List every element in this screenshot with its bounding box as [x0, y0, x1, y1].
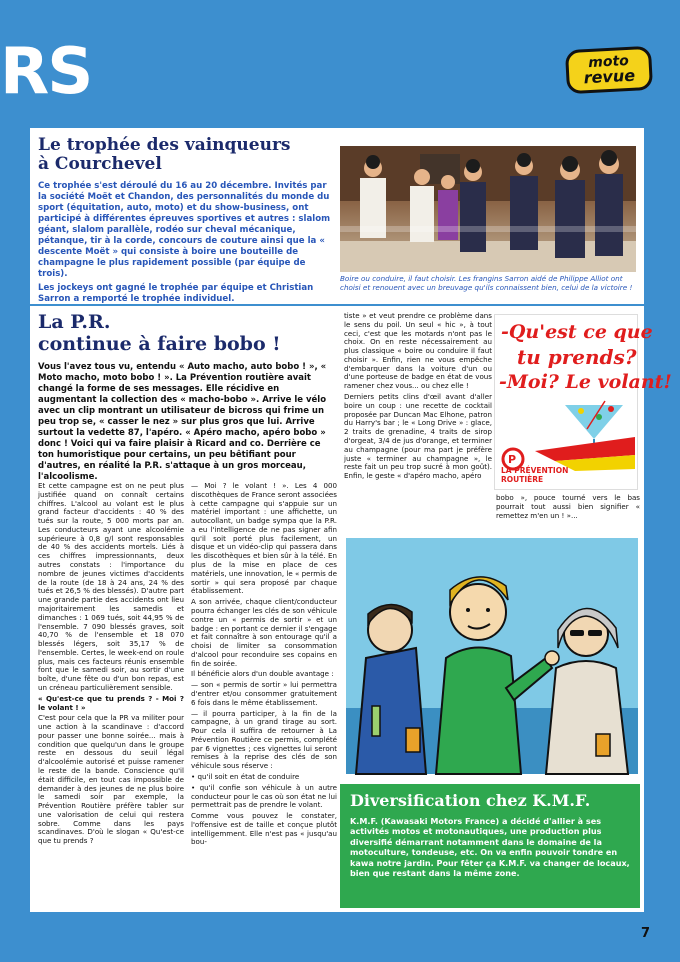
courchevel-title	[38, 136, 334, 173]
pr-title-line2: continue à faire bobo !	[38, 332, 281, 355]
courchevel-paragraph-1: Ce trophée s'est déroulé du 16 au 20 décembre. Invités par la société Moët et Chandon, des personnalités du monde du sport (équitation, auto, moto) et du show-business, ont participé à différentes épreuves sportives et autres : slalom géant, slalom parallèle, rodéo sur cheval mécanique, pétanque, tir à la corde, concours de couture ainsi que la « descente Moët » qui consiste à boire une bouteille de champagne le plus rapidement possible (par équipe de trois).	[38, 181, 331, 280]
pr-col2-paragraph-4: — son « permis de sortir » lui permettra d'entrer et/ou consommer gratuitement 6 fois dans le même établissement.	[191, 680, 337, 707]
pr-column-3	[344, 312, 492, 483]
pr-title	[38, 312, 281, 356]
pr-title-line1: La P.R.	[38, 311, 111, 333]
page-number: 7	[641, 926, 651, 941]
pr-col1-paragraph-1: Et cette campagne est on ne peut plus justifiée quand on connaît certains chiffres. L'alcool au volant est le plus grand facteur d'accidents : 40 % des tués sur la route, 5 000 morts par an. Les conducteurs ayant une alcoolémie supérieure à 0,8 g/l sont responsables de 40 % des accidents mortels. Liés à ces chiffres impressionnants, deux autres constats : l'importance du nombre de jeunes victimes d'accidents de la route (de 18 à 24 ans, 24 % des tués et 26,5 % des blessés). D'autre part une grande partie des accidents ont lieu majoritairement les samedis et dimanches : 1 069 tués, soit 44,95 % de l'ensemble. 7 090 blessés graves, soit 40,70 % de l'ensemble et 18 070 blessés légers, soit 35,17 % de l'ensemble. Certes, le week-end on roule plus, mais ces facteurs réunis ensemble font que le samedi soir, au sortir d'une boîte, d'une fête ou d'un bon repas, est un créneau particulièrement sensible.	[38, 481, 184, 692]
logo-line-revue: revue	[583, 65, 636, 88]
courchevel-article	[30, 128, 644, 304]
pr-col2-paragraph-3: Il bénéficie alors d'un double avantage :	[191, 669, 334, 679]
pr-col3-paragraph-2: Derniers petits clins d'œil avant d'aller boire un coup : une recette de cocktail proposée par Duncan Mac Elhone, patron du Harry's bar ; le « Long Drive » : glace, 2 traits de grenadine, 4 traits de sirop d'orgeat, 3/4 de jus d'orange, et terminer au champagne (pour ma part je préfère juste « terminer au champagne », le reste fait un peu trop sucré à mon goût). Enfin, le geste « d'apéro macho, apéro	[344, 392, 492, 481]
poster-brand	[501, 467, 568, 484]
pr-column-2	[191, 482, 337, 849]
pr-col1-paragraph-2: C'est pour cela que la PR va militer pour une action à la scandinave : d'accord pour passer une bonne soirée... mais à condition que quelqu'un dans le groupe reste en dessous du seuil légal d'alcoolémie autorisé et puisse ramener le reste de la bande. Conscience qu'il était difficile, en tout cas impossible de demander à des jeunes de ne plus boire le samedi soir par exemple, la Prévention Routière préfère tabler sur une valorisation de celui qui restera sobre. Comme dans les pays scandinaves. D'où le slogan « Qu'est-ce que tu prends ?	[38, 713, 184, 846]
courchevel-title-line2: à Courchevel	[38, 153, 162, 174]
kmf-title: Diversification chez K.M.F.	[350, 791, 591, 810]
pr-col2-paragraph-8: Comme vous pouvez le constater, l'offensive est de taille et conçue plutôt intelligemment. Elle n'est pas « jusqu'au bou-	[191, 811, 337, 847]
bar-scene-drawing	[346, 538, 638, 774]
comic-illustration	[346, 538, 638, 774]
pr-col2-paragraph-2: A son arrivée, chaque client/conducteur pourra échanger les clés de son véhicule contre un « permis de sortir » et un badge : en portant ce dernier il s'engage et fait connaître à son entourage qu'il a choisi de limiter sa consommation d'alcool pour reconduire ses copains en fin de soirée.	[191, 597, 337, 668]
sarron-brothers-photo	[340, 146, 636, 272]
pr-col2-paragraph-1: — Moi ? le volant ! ». Les 4 000 discothèques de France seront associées à cette campagne qui s'appuie sur un matériel important : une affichette, un autocollant, un badge sympa que la P.R. a eu l'intelligence de ne pas signer afin qu'il soit porté plus facilement, un disque et un vidéo-clip qui passera dans les discothèques et bien sûr à la télé. En plus de la mise en place de ces matériels, une innovation, le « permis de sortir » qui sera proposé par chaque établissement.	[191, 481, 337, 596]
poster-brand-line1: LA PRÉVENTION	[501, 466, 569, 475]
campaign-poster	[494, 314, 672, 490]
courchevel-text	[38, 136, 334, 308]
poster-line-3: -Moi? Le volant!	[499, 371, 672, 393]
moto-revue-logo	[565, 46, 653, 94]
pr-col2-paragraph-5: — il pourra participer, à la fin de la campagne, à un grand tirage au sort. Pour cela il suffira de retourner à La Prévention Routière ce permis, complété par 6 vignettes ; ces vignettes lui seront remises à la reprise des clés de son véhicule sous réserve :	[191, 708, 337, 771]
svg-text:P: P	[508, 453, 517, 466]
pr-col2-paragraph-7: • qu'il confie son véhicule à un autre conducteur pour le cas où son état ne lui permettrait pas de prendre le volant.	[191, 782, 337, 810]
kmf-body: K.M.F. (Kawasaki Motors France) a décidé d'allier à ses activités motos et motonautiques, une production plus diversifié démarrant notamment dans le domaine de la motoculture, tondeuse, etc. On va enfin pouvoir tondre en kawa notre jardin. Pour fêter ça K.M.F. va changer de locaux, bien que restant dans la même zone.	[350, 815, 630, 879]
pr-col3-paragraph-1: tiste » et veut prendre ce problème dans le sens du poil. Un seul « hic », à tout ceci, c'est que les motards n'ont pas le choix. On en reste nécessairement au plus classique « boire ou conduire il faut choisir ». Enfin, rien ne vous empêche d'embarquer dans la voiture d'un ou d'une porteuse de badge en état de vous ramener chez vous... ou chez elle !	[344, 311, 492, 391]
courchevel-title-line1: Le trophée des vainqueurs	[38, 135, 291, 155]
courchevel-paragraph-2: Les jockeys ont gagné le trophée par équipe et Christian Sarron a remporté le trophée individuel.	[38, 283, 314, 305]
party-photo-illustration	[340, 146, 636, 272]
pr-col2-paragraph-6: • qu'il soit en état de conduire	[191, 772, 300, 781]
poster-line-1: -Qu'est ce que	[501, 321, 653, 343]
pr-col4-paragraph-1: bobo », pouce tourné vers le bas pourrait tout aussi bien signifier « remettez m'en un ! »...	[496, 493, 640, 520]
photo-caption: Boire ou conduire, il faut choisir. Les frangins Sarron aidé de Philippe Alliot ont choisi et renouent avec un breuvage qu'ils connaissent bien, celui de la victoire !	[340, 274, 633, 292]
poster-line-2: tu prends?	[517, 345, 637, 369]
courchevel-body	[38, 181, 334, 305]
pr-subheading: « Qu'est-ce que tu prends ? - Moi ? le volant ! »	[38, 693, 184, 712]
pr-intro: Vous l'avez tous vu, entendu « Auto macho, auto bobo ! », « Moto macho, moto bobo ! ». La Prévention routière avait changé la forme de ses messages. Elle récidive en augmentant la collection des « macho-bobo ». Arrive le vélo avec un clip montrant un utilisateur de bicross qui frime un peu trop se, « casser le nez » sur plus gros que lui. Arrive surtout la vedette 87, l'apéro. « Apéro macho, apéro bobo » donc ! Voici qui va faire plaisir à Ricard and co. Derrière ce ton humoristique pour certains, un peu bêtifiant pour d'autres, en réalité la P.R. s'attaque à un gros morceau, l'alcoolisme.	[38, 362, 327, 483]
kmf-box	[340, 784, 640, 908]
pr-column-1	[38, 482, 184, 848]
logo-line-moto: moto	[587, 52, 630, 72]
poster-brand-line2: ROUTIÈRE	[501, 474, 544, 484]
prevention-routiere-article	[30, 306, 672, 912]
pr-column-4	[496, 494, 640, 522]
section-header-letters: RS	[0, 35, 92, 109]
